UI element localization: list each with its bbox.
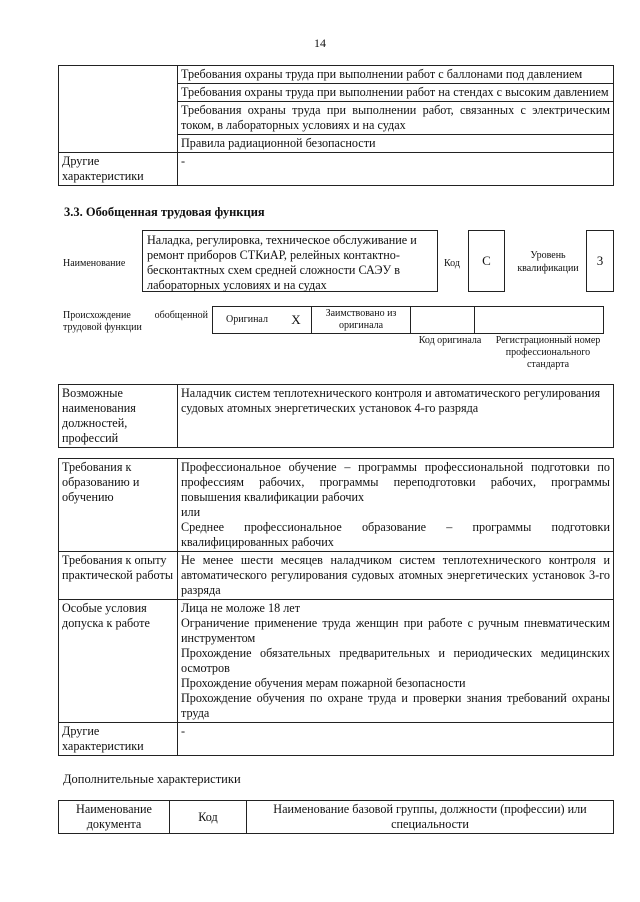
positions-table	[58, 384, 614, 448]
requirements-table	[58, 458, 614, 756]
other-characteristics-label: Другие характеристики	[59, 723, 178, 756]
qualification-level-box: 3	[586, 230, 614, 292]
education-line: Среднее профессиональное образование – программы подготовки квалифицированных рабочих	[181, 520, 610, 549]
positions-label: Возможные наименования должностей, профессий	[59, 385, 178, 448]
requirement-row: Требования охраны труда при выполнении работ, связанных с электрическим током, в лабораторных условиях и на судах	[178, 102, 614, 135]
requirement-row: Требования охраны труда при выполнении работ с баллонами под давлением	[178, 66, 614, 84]
reg-number-cell	[475, 307, 604, 334]
function-name-box: Наладка, регулировка, техническое обслуживание и ремонт приборов СТКиАР, релейных контактно-бесконтактных схем средней сложности САЭУ в лабораторных условиях и на судах	[142, 230, 438, 292]
borrowed-label: Заимствовано из оригинала	[312, 307, 411, 334]
requirement-row: Правила радиационной безопасности	[178, 135, 614, 153]
requirements-table-top	[58, 65, 614, 186]
origin-label	[63, 310, 208, 334]
experience-value: Не менее шести месяцев наладчиком систем теплотехнического контроля и автоматического регулирования судовых атомных энергетических установок 3-го разряда	[178, 552, 614, 600]
admission-line: Прохождение обучения мерам пожарной безопасности	[181, 676, 466, 690]
requirement-row: Требования охраны труда при выполнении работ на стендах с высоким давлением	[178, 84, 614, 102]
education-label: Требования к образованию и обучению	[59, 459, 178, 552]
admission-line: Прохождение обязательных предварительных и периодических медицинских осмотров	[181, 646, 610, 675]
original-label: Оригинал	[213, 307, 282, 334]
col-document-name: Наименование документа	[59, 801, 170, 834]
name-label: Наименование	[63, 258, 126, 269]
code-label: Код	[444, 258, 460, 269]
qualification-level-label: Уровень квалификации	[517, 250, 579, 274]
admission-line: Ограничение применение труда женщин при работе с ручным пневматическим инструментом	[181, 616, 610, 645]
col-code: Код	[170, 801, 247, 834]
origin-table	[212, 306, 604, 334]
page-number: 14	[314, 36, 326, 50]
original-mark: X	[281, 307, 312, 334]
function-code-box: C	[468, 230, 505, 292]
origin-label-part2: обобщенной	[154, 310, 208, 321]
origin-label-part1: Происхождение	[63, 310, 131, 321]
section-title: 3.3. Обобщенная трудовая функция	[64, 205, 265, 219]
additional-characteristics-title: Дополнительные характеристики	[63, 772, 241, 786]
admission-line: Лица не моложе 18 лет	[181, 601, 301, 615]
col-base-group: Наименование базовой группы, должности (профессии) или специальности	[247, 801, 614, 834]
education-line: или	[181, 505, 201, 519]
other-characteristics-label: Другие характеристики	[59, 153, 178, 186]
admission-line: Прохождение обучения по охране труда и проверки знания требований охраны труда	[181, 691, 610, 720]
admission-label: Особые условия допуска к работе	[59, 600, 178, 723]
education-value	[178, 459, 614, 552]
code-original-caption: Код оригинала	[418, 335, 482, 346]
education-line: Профессиональное обучение – программы профессиональной подготовки по профессиям рабочих, программы переподготовки рабочих, программы повышения квалификации рабочих	[181, 460, 610, 504]
origin-label-part3: трудовой функции	[63, 322, 142, 333]
admission-value	[178, 600, 614, 723]
additional-characteristics-table	[58, 800, 614, 834]
empty-label-cell	[59, 66, 178, 153]
positions-value: Наладчик систем теплотехнического контроля и автоматического регулирования судовых атомных энергетических установок 4-го разряда	[178, 385, 614, 448]
reg-number-caption: Регистрационный номер профессионального стандарта	[495, 335, 601, 370]
other-characteristics-value: -	[178, 153, 614, 186]
other-characteristics-value: -	[178, 723, 614, 756]
code-original-cell	[411, 307, 475, 334]
experience-label: Требования к опыту практической работы	[59, 552, 178, 600]
